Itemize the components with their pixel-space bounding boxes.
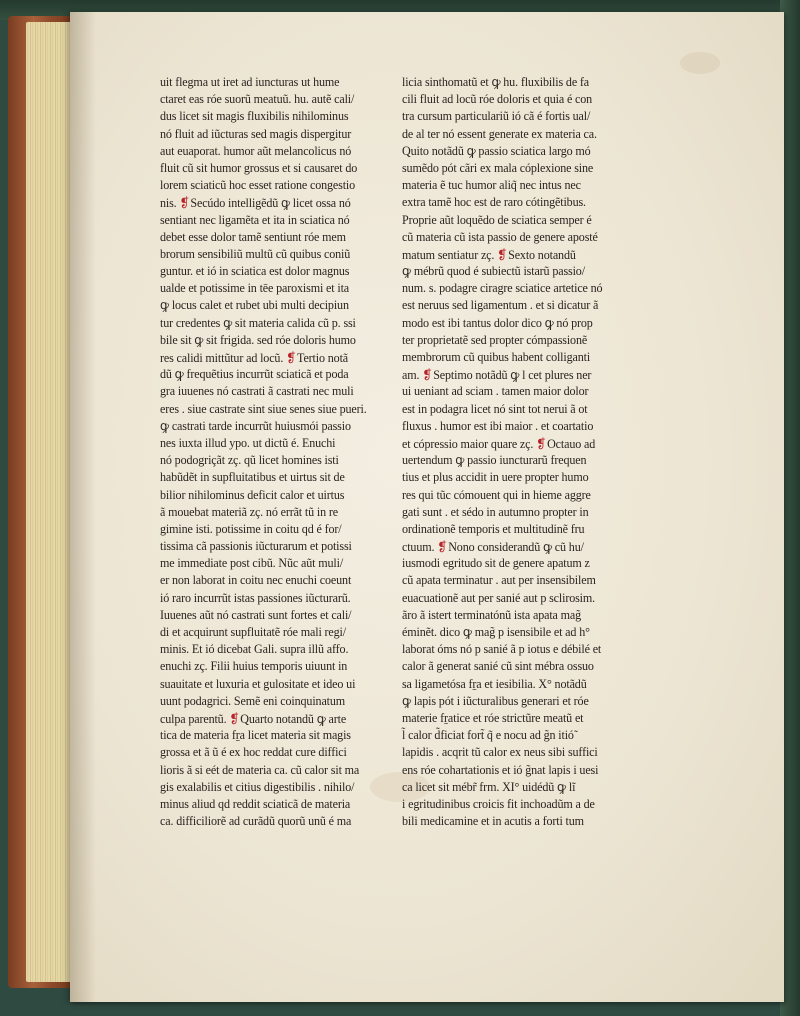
line-text: lioris ã si eét de materia ca. cũ calor sit ma xyxy=(160,762,360,777)
line-text: debet esse dolor tamẽ sentiunt róe mem xyxy=(160,229,346,244)
text-line xyxy=(402,143,690,160)
text-line xyxy=(402,727,690,744)
line-text: enuchi zç. Filii huius temporis uiuunt in xyxy=(160,659,348,674)
line-text: cili fluit ad locũ róe doloris et quia é con xyxy=(402,92,593,107)
line-text: guntur. et ió in sciatica est dolor magnus xyxy=(160,264,350,279)
text-line xyxy=(402,435,690,452)
text-line xyxy=(402,762,690,779)
line-text: culpa parentũ. xyxy=(160,711,230,726)
line-text: tissima cã passionis iũcturarum et potissi xyxy=(160,539,352,554)
line-text: ter proprietatẽ sed propter cómpassionẽ xyxy=(402,332,588,347)
line-text: gati sunt . et sédo in autumno propter in xyxy=(402,504,589,519)
line-text: er non laborat in coitu nec enuchi coeunt xyxy=(160,573,352,588)
line-text: et cópressio maior quare zç. xyxy=(402,436,537,451)
line-text: eres . siue castrate sint siue senes siue pueri. xyxy=(160,401,367,416)
text-line xyxy=(402,693,690,710)
line-text: minis. Et ió dicebat Gali. supra illũ affo. xyxy=(160,642,349,657)
text-line xyxy=(402,572,690,589)
line-text: ctuum. xyxy=(402,540,438,555)
text-line xyxy=(402,418,690,435)
text-line xyxy=(402,332,690,349)
line-text: habũdẽt in supfluitatibus et uirtus sit de xyxy=(160,470,345,485)
text-line xyxy=(402,676,690,693)
rubric-mark: ❡ xyxy=(437,539,448,555)
line-text: aut euaporat. humor aũt melancolicus nó xyxy=(160,143,352,158)
line-text: de al ter nó essent generate ex materia ca. xyxy=(402,126,597,141)
rubric-text: Sexto notandũ xyxy=(508,247,576,262)
line-text: calor ã generat sanié cũ sint mébra ossuo xyxy=(402,659,594,674)
line-text: materie fṟatice et róe strictũre meatũ et xyxy=(402,710,584,725)
text-line xyxy=(402,366,690,383)
line-text: nis. xyxy=(160,196,180,211)
text-line xyxy=(402,796,690,813)
line-text: tius et plus accidit in uere propter humo xyxy=(402,470,589,485)
line-text: est in podagra licet nó sint tot nerui ã ot xyxy=(402,401,588,416)
text-line xyxy=(402,263,690,280)
line-text: Quito notãdũ ꝙ passio sciatica largo mó xyxy=(402,143,591,158)
text-line xyxy=(402,91,690,108)
text-line xyxy=(402,555,690,572)
text-line xyxy=(402,177,690,194)
text-line xyxy=(402,710,690,727)
line-text: tra cursum particulariũ ió cã é fortis ual/ xyxy=(402,109,591,124)
text-line xyxy=(402,212,690,229)
line-text: cũ apata terminatur . aut per insensibilem xyxy=(402,573,596,588)
line-text: bili medicamine et in acutis a forti tum xyxy=(402,814,584,829)
text-line xyxy=(402,315,690,332)
line-text: ꝙ locus calet et rubet ubi multi decipiun xyxy=(160,298,349,313)
line-text: dus licet sit magis fluxibilis nihilominus xyxy=(160,109,349,124)
line-text: matum sentiatur zç. xyxy=(402,247,498,262)
line-text: materia ẽ tuc humor aliq̃ nec intus nec xyxy=(402,178,581,193)
text-line xyxy=(402,229,690,246)
line-text: fluxus . humor est ibi maior . et coartatio xyxy=(402,418,594,433)
line-text: res qui tũc cómouent qui in hieme aggre xyxy=(402,487,591,502)
line-text: cũ materia cũ ista passio de genere aposté xyxy=(402,229,598,244)
text-line xyxy=(402,383,690,400)
rubric-text: Nono considerandũ ꝙ cũ hu/ xyxy=(448,540,584,555)
line-text: euacuationẽ aut per sanié aut p sclirosim. xyxy=(402,590,596,605)
line-text: gimine isti. potissime in coitu qd é for/ xyxy=(160,521,342,536)
line-text: ordinationẽ temporis et multitudinẽ fru xyxy=(402,521,585,536)
line-text: ca licet sit mébr̃ frm. XI° uidédũ ꝙ lĩ xyxy=(402,779,576,794)
text-line xyxy=(402,108,690,125)
line-text: ꝙ castrati tarde incurrũt huiusmói passio xyxy=(160,418,351,433)
text-line xyxy=(402,349,690,366)
line-text: ã mouebat materiã zç. nó errãt tũ in re xyxy=(160,504,339,519)
line-text: bilior nihilominus deficit calor et uirtus xyxy=(160,487,345,502)
text-line xyxy=(402,744,690,761)
line-text: gis exalabilis et citius digestibilis . nihilo/ xyxy=(160,779,355,794)
text-column-right xyxy=(402,74,702,830)
rubric-mark: ❡ xyxy=(286,350,297,365)
line-text: ió raro incurrũt istas passiones iũcturarũ. xyxy=(160,590,351,605)
line-text: uunt podagrici. Semẽ eni coinquinatum xyxy=(160,693,346,708)
line-text: ca. difficiliorẽ ad curãdũ quorũ unũ é ma xyxy=(160,814,352,829)
line-text: am. xyxy=(402,368,423,383)
text-line xyxy=(402,624,690,641)
rubric-text: Tertio notã xyxy=(297,351,349,365)
line-text: nes iuxta illud ypo. ut dictũ é. Enuchi xyxy=(160,435,336,450)
line-text: me immediate post cibũ. Nũc aũt muli/ xyxy=(160,556,344,571)
line-text: tur credentes ꝙ sit materia calida cũ p. ssi xyxy=(160,315,356,330)
line-text: membrorum cũ quibus habent colliganti xyxy=(402,350,591,364)
line-text: modo est ibi tantus dolor dico ꝙ nó prop xyxy=(402,315,593,330)
line-text: iusmodi egritudo sit de genere apatum z xyxy=(402,556,590,571)
line-text: res calidi mittũtur ad locũ. xyxy=(160,351,287,365)
line-text: extra tamẽ hoc est de raro cótingẽtibus. xyxy=(402,195,586,210)
text-line xyxy=(402,194,690,211)
line-text: suauitate et luxuria et gulositate et ideo ui xyxy=(160,676,356,691)
line-text: ꝙ mébrũ quod é subiectũ istarũ passio/ xyxy=(402,264,585,279)
line-text: licia sinthomatũ et ꝙ hu. fluxibilis de fa xyxy=(402,75,590,89)
line-text: Proprie aũt loquẽdo de sciatica semper é xyxy=(402,212,592,227)
text-line xyxy=(402,126,690,143)
text-line xyxy=(402,590,690,607)
text-line xyxy=(402,813,690,830)
line-text: ualde et potissime in tēe paroxismi et ita xyxy=(160,281,350,296)
text-line xyxy=(402,779,690,796)
line-text: gra iuuenes nó castrati ã castrati nec muli xyxy=(160,384,354,399)
text-line xyxy=(402,521,690,538)
line-text: uit flegma ut iret ad iuncturas ut hume xyxy=(160,75,340,89)
text-line xyxy=(402,280,690,297)
line-text: minus aliud qd reddit sciaticã de materia xyxy=(160,796,351,811)
line-text: bile sit ꝙ sit frigida. sed róe doloris humo xyxy=(160,332,356,347)
gutter-shadow xyxy=(70,12,96,1002)
line-text: num. s. podagre ciragre sciatice artetice nó xyxy=(402,281,603,296)
line-text: lapidis . acqrit tũ calor ex neus sibi suffici xyxy=(402,745,598,760)
line-text: nó podogriçãt zç. qũ licet homines isti xyxy=(160,453,339,468)
rubric-text: Quarto notandũ ꝙ arte xyxy=(240,711,347,726)
line-text: sumẽdo pót cãri ex mala cóplexione sine xyxy=(402,160,594,175)
line-text: l̃ calor d̃ficiat fort̃ q̃ e nocu ad g̃n itió̃ xyxy=(402,728,574,743)
text-line xyxy=(402,607,690,624)
rubric-mark: ❡ xyxy=(422,367,433,383)
line-text: sa ligametósa fṟa et iesibilia. X° notãdũ xyxy=(402,676,587,691)
text-line xyxy=(402,504,690,521)
line-text: est neruus sed ligamentum . et si dicatur ã xyxy=(402,298,599,313)
line-text: ãro ã istert terminatónũ ista apata mag̃ xyxy=(402,607,582,622)
text-line xyxy=(402,452,690,469)
text-line xyxy=(402,538,690,555)
line-text: dũ ꝙ frequẽtius incurrũt sciaticã et poda xyxy=(160,367,349,382)
rubric-text: Octauo ad xyxy=(547,436,596,451)
line-text: di et acquirunt supfluitatẽ róe mali regi/ xyxy=(160,625,346,639)
paper-stain xyxy=(680,52,720,74)
line-text: tica de materia fṟa licet materia sit magis xyxy=(160,728,351,743)
line-text: sentiant nec ligamẽta et ita in sciatica nó xyxy=(160,212,350,227)
line-text: i egritudinibus croicis fit inchoadũm a de xyxy=(402,796,595,811)
line-text: lorem sciaticũ hoc esset ratione congestio xyxy=(160,178,356,193)
line-text: fluit cũ sit humor grossus et si causaret do xyxy=(160,160,358,175)
text-line xyxy=(402,658,690,675)
line-text: ꝙ lapis pót i iũcturalibus generari et róe xyxy=(402,693,589,708)
line-text: grossa et ã ũ é ex hoc reddat cure diffici xyxy=(160,745,347,760)
line-text: nó fluit ad iũcturas sed magis dispergitur xyxy=(160,126,352,141)
line-text: laborat óms nó p sanié ã p iotus e débilé et xyxy=(402,642,602,657)
text-line xyxy=(402,297,690,314)
line-text: ui ueniant ad sciam . tamen maior dolor xyxy=(402,384,589,399)
rubric-mark: ❡ xyxy=(497,246,508,262)
text-line xyxy=(402,246,690,263)
line-text: brorum sensibiliũ multũ cũ quibus coniũ xyxy=(160,246,351,261)
line-text: uertendum ꝙ passio iuncturarũ frequen xyxy=(402,453,587,468)
rubric-mark: ❡ xyxy=(229,710,240,726)
text-line xyxy=(402,641,690,658)
line-text: éminẽt. dico ꝙ mag̃ p isensibile et ad h° xyxy=(402,625,590,639)
text-line xyxy=(402,487,690,504)
rubric-mark: ❡ xyxy=(179,195,190,211)
text-line xyxy=(402,401,690,418)
text-line xyxy=(402,74,690,91)
rubric-text: Secúdo intelligẽdũ ꝙ licet ossa nó xyxy=(190,196,351,211)
line-text: ctaret eas róe suorũ meatuũ. hu. autẽ cali/ xyxy=(160,92,355,107)
line-text: ens róe cohartationis et ió g̃nat lapis i uesi xyxy=(402,762,599,777)
text-line xyxy=(402,469,690,486)
rubric-mark: ❡ xyxy=(536,435,547,451)
rubric-text: Septimo notãdũ ꝙ l cet plures ner xyxy=(433,368,592,383)
line-text: Iuuenes aũt nó castrati sunt fortes et cali/ xyxy=(160,607,352,622)
text-line xyxy=(402,160,690,177)
